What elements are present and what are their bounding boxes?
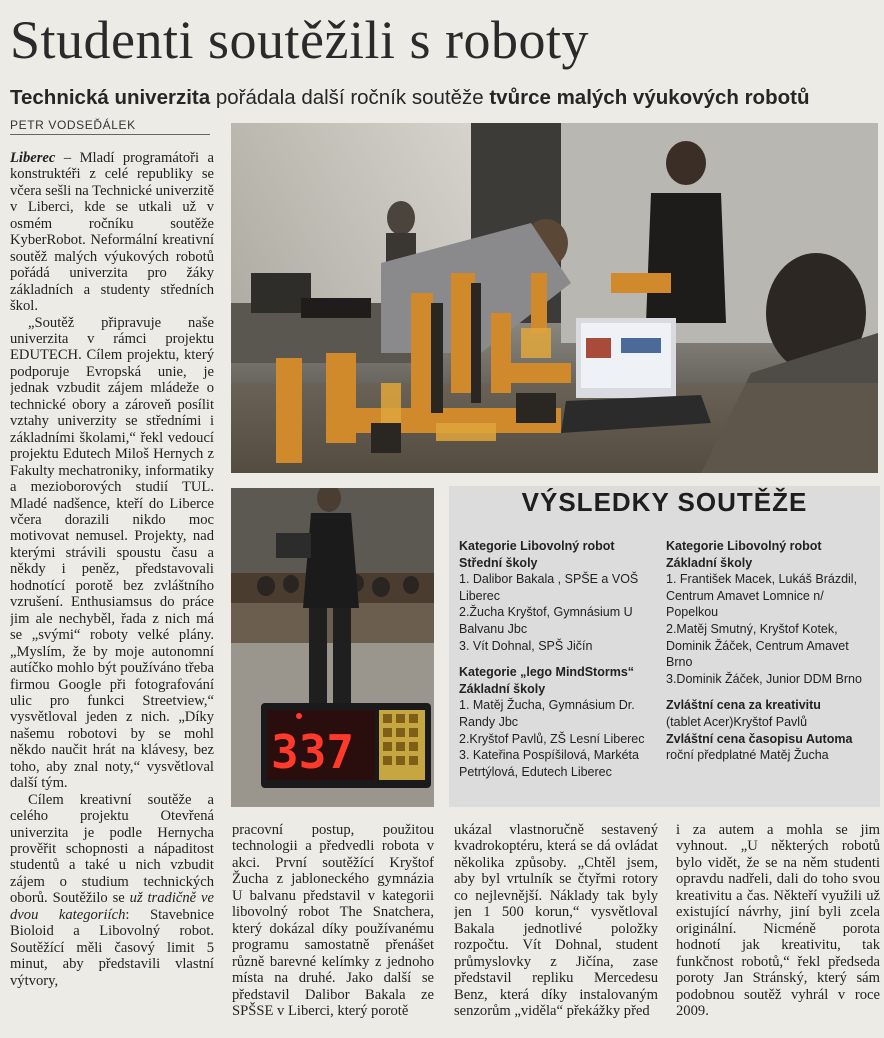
photo-timer-illustration [231,488,434,807]
headline: Studenti soutěžili s roboty [10,10,589,70]
result-entry: 2.Matěj Smutný, Kryštof Kotek, Dominik Žáček, Centrum Amavet Brno [666,621,849,670]
result-entry: 1. Matěj Žucha, Gymnásium Dr. Randy Jbc [459,698,635,729]
category-title: Kategorie „lego MindStorms“ Základní školy [459,665,635,696]
lead-paragraph [10,150,214,315]
result-entry: 3. Vít Dohnal, SPŠ Jičín [459,638,593,653]
special-prize-title: Zvláštní cena časopisu Automa [666,731,853,746]
result-entry: 3.Dominik Žáček, Junior DDM Brno [666,671,862,686]
lead-text: – Mladí programátoři a konstruktéři z celé republiky se včera sešli na Technické univerzitě v Liberci, kde se utkali už v osmém ročníku soutěže KyberRobot. Neformální kreativní soutěž malých výukových robotů pořádá univerzita pro žáky základních a studenty středních škol. [10,150,214,315]
p3-start: Cílem kreativní soutěže a celého projektu Otevřená univerzita je podle Hernycha prověřit schopnosti a nápaditost studentů a také u nich vzbudit zájem o studium technických oborů. Soutěžilo se [10,791,214,907]
p3-italic: už tradičně ve dvou kategoriích [10,890,214,923]
special-prize-text: roční předplatné Matěj Žucha [666,748,829,763]
special-prize-text: (tablet Acer)Kryštof Pavlů [666,714,808,729]
results-left-column [459,538,659,780]
results-box [449,486,880,807]
byline: PETR VODSEĎÁLEK [10,118,210,135]
special-prize-title: Zvláštní cena za kreativitu [666,698,821,713]
subhead-mid: pořádala další ročník soutěže [210,86,490,109]
results-right-column [666,538,870,780]
timer-display: 337 [271,725,355,779]
subhead-bold-2: tvůrce malých výukových robotů [489,86,810,109]
p3-end: : Stavebnice Bioloid a Libovolný robot. Soutěžící měli časový limit 5 minut, aby představili vlastní výtvory, [10,906,214,989]
dateline: Liberec [10,150,56,166]
photo-contest-timer [231,488,434,807]
results-title: VÝSLEDKY SOUTĚŽE [521,487,808,517]
result-entry: 2.Kryštof Pavlů, ZŠ Lesní Liberec [459,731,645,746]
column-4-text: i za autem a mohla se jim vyhnout. „U některých robotů bylo vidět, že se na něm studenti opravdu nadřeli, dali do toho svou kreativitu a čas. Někteří využili už existující návrhy, jiní byli zcela originální. Nicméně porota hodnotí jak kreativitu, tak funkčnost robotů,“ řekl předseda poroty Jan Stránský, který sám podobnou soutěž vyhrál v roce 2009. [676,822,880,1019]
subheadline [10,84,882,112]
article-column-3 [454,822,658,1032]
paragraph-2: „Soutěž připravuje naše univerzita v rámci projektu EDUTECH. Cílem projektu, který podporuje Evropská unie, je jednak vzbudit zájem mládeže o technické obory a zároveň posílit vztahy univerzity se středními i základními školami,“ řekl vedoucí projektu Edutech Miloš Hernych z Fakulty mechatroniky, informatiky a mezioborových studií TUL. Mladé nadšence, kteří do Liberce včera dorazili nikdo moc motivovat nemusel. Projekty, nad kterými strávili spoustu času a někdy i peněz, představovali hodnotící porotě bez zvláštního vzrušení. Enthusiamsus do práce jim ale nechyběl, řada z nich má se „svými“ roboty velké plány. „Myslím, že by moje autonomní autíčko mohlo být používáno třeba firmou Google při fotografování ulic pro funkci Streetview,“ vysvětloval jeden z nich. „Díky našemu robotovi by se mohl někdo naučit hrát na klávesy, bez toho, aby znal noty,“ vysvětloval další tým. [10,314,214,792]
category-title: Kategorie Libovolný robot Základní školy [666,539,822,570]
column-2-text: pracovní postup, použitou technologii a předvedli robota v akci. První soutěžící Kryštof Žucha z jabloneckého gymnázia U balvanu představil v kategorii libovolný robot The Snatchera, který dokázal díky používanému programu samostatně přenášet různě barevné kelímky z jednoho místa na druhé. Jako další se představil Dalibor Bakala ze SPŠSE v Liberci, který porotě [232,822,434,1019]
result-entry: 1. František Macek, Lukáš Brázdil, Centrum Amavet Lomnice n/ Popelkou [666,572,858,620]
result-entry: 3. Kateřina Pospíšilová, Markéta Petrtýlová, Edutech Liberec [459,748,639,779]
photo-robots-illustration [231,123,878,473]
subhead-bold-1: Technická univerzita [10,86,211,109]
paragraph-3 [10,792,214,989]
result-entry: 1. Dalibor Bakala , SPŠE a VOŠ Liberec [459,572,639,603]
result-entry: 2.Žucha Kryštof, Gymnásium U Balvanu Jbc [459,605,633,636]
article-column-1 [10,150,214,1030]
category-title: Kategorie Libovolný robot Střední školy [459,539,615,570]
column-3-text: ukázal vlastnoručně sestavený kvadrokoptéru, která se dá ovládat několika způsoby. „Chtěl jsem, aby byl vrtulník se čtyřmi rotory co nejlevnější. Náklady tak byly jen 1 500 korun,“ vysvětloval Bakala jednotlivé položky rozpočtu. Vít Dohnal, student průmyslovky z Jičína, zase představil repliku Mercedesu Benz, která díky instalovaným senzorům „viděla“ překážky před [454,822,658,1019]
article-column-2 [232,822,434,1032]
article-column-4 [676,822,880,1032]
photo-robots-workshop [231,123,878,473]
